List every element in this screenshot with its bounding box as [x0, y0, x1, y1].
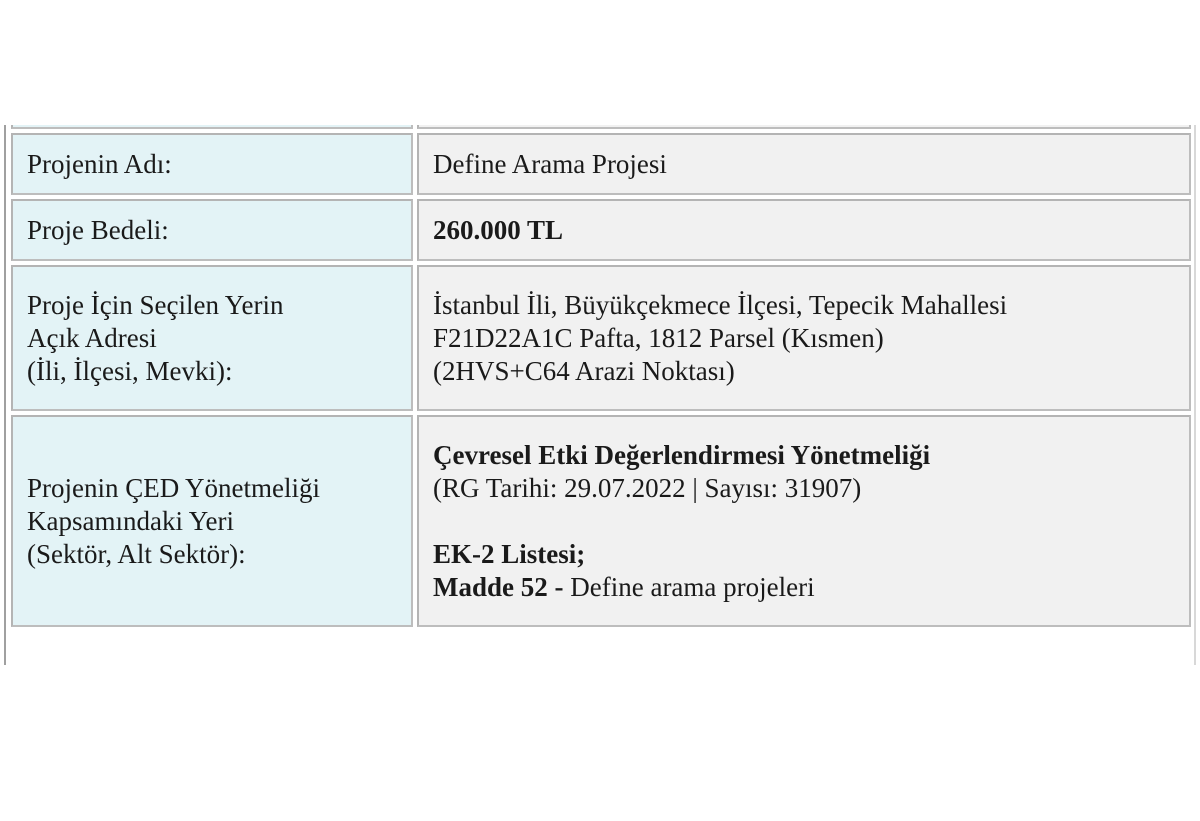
article-label: Madde 52 - [433, 571, 564, 602]
value-text: F21D22A1C Pafta, 1812 Parsel (Kısmen) [433, 322, 884, 353]
label-text: Proje İçin Seçilen Yerin [27, 289, 284, 320]
value-text: Define Arama Projesi [433, 148, 667, 179]
label-project-name [11, 133, 413, 195]
label-text: (Sektör, Alt Sektör): [27, 538, 246, 569]
list-title: EK-2 Listesi; [433, 538, 586, 569]
table-row-project-name [11, 133, 1191, 195]
spacer [433, 505, 1175, 538]
table-row-project-cost [11, 199, 1191, 261]
article-line [433, 571, 1175, 604]
table-row-stub [11, 125, 1191, 129]
label-project-address [11, 265, 413, 411]
label-text: (İli, İlçesi, Mevki): [27, 355, 233, 386]
label-eia-scope [11, 415, 413, 627]
value-project-cost [417, 199, 1191, 261]
table-row-project-address [11, 265, 1191, 411]
label-text: Projenin Adı: [27, 148, 172, 179]
table-cell-stub-value [417, 125, 1191, 129]
value-text: (2HVS+C64 Arazi Noktası) [433, 355, 735, 386]
label-text: Proje Bedeli: [27, 214, 169, 245]
value-text: 260.000 TL [433, 214, 564, 245]
value-text: İstanbul İli, Büyükçekmece İlçesi, Tepecik Mahallesi [433, 289, 1008, 320]
info-table [7, 125, 1195, 631]
label-project-cost [11, 199, 413, 261]
table-cell-stub-label [11, 125, 413, 129]
article-text: Define arama projeleri [563, 571, 815, 602]
label-text: Açık Adresi [27, 322, 157, 353]
value-project-address [417, 265, 1191, 411]
project-info-table [4, 125, 1196, 665]
regulation-info: (RG Tarihi: 29.07.2022 | Sayısı: 31907) [433, 472, 862, 503]
table-row-eia-scope [11, 415, 1191, 627]
value-project-name [417, 133, 1191, 195]
label-text: Kapsamındaki Yeri [27, 505, 234, 536]
label-text: Projenin ÇED Yönetmeliği [27, 472, 320, 503]
regulation-title: Çevresel Etki Değerlendirmesi Yönetmeliği [433, 439, 931, 470]
value-eia-scope [417, 415, 1191, 627]
